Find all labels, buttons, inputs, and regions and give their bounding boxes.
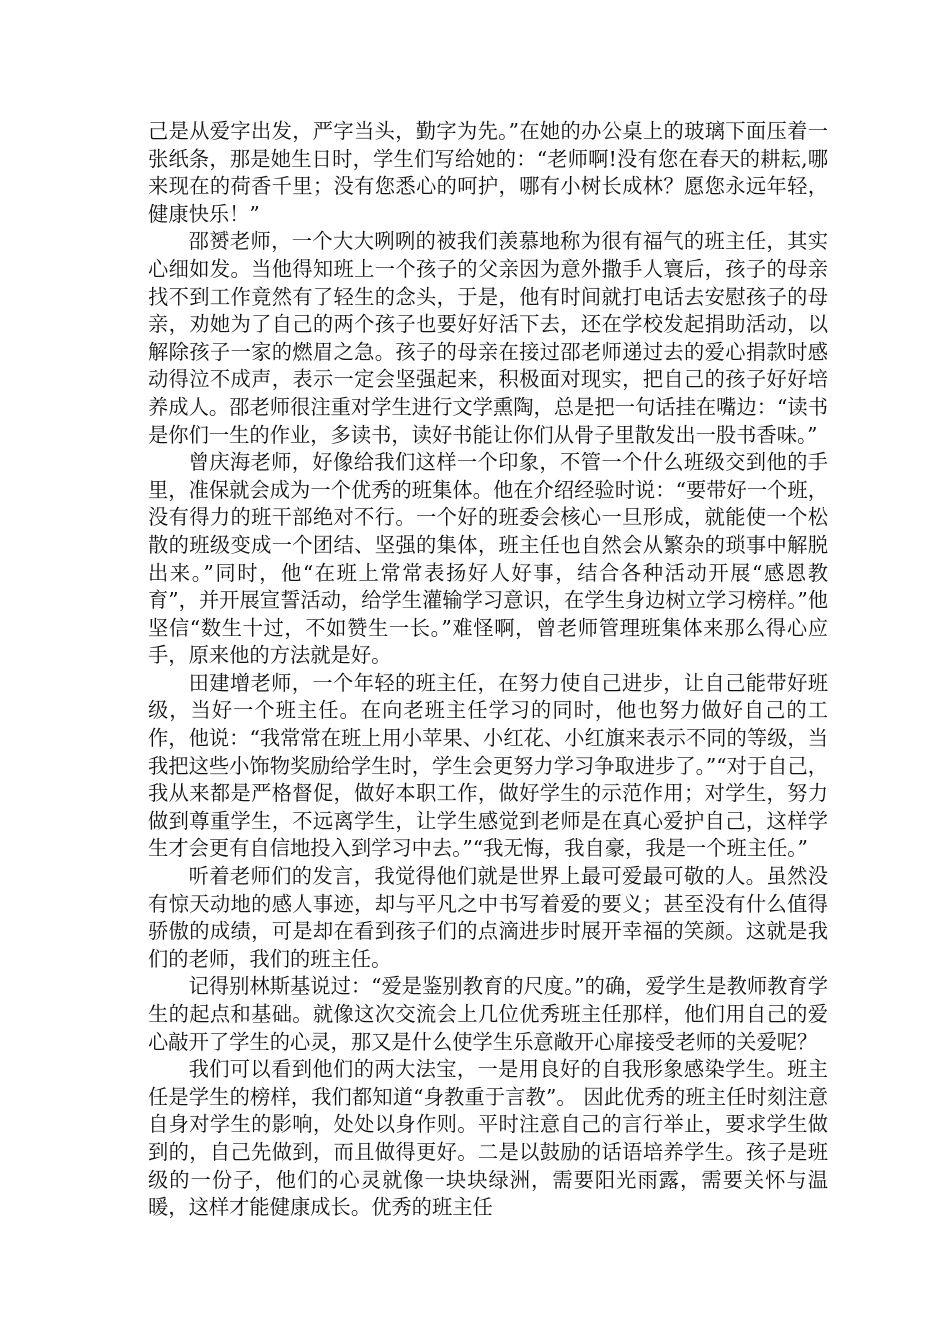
paragraph-6: 记得别林斯基说过：“爱是鉴别教育的尺度。”的确，爱学生是教师教育学生的起点和基础。就像这次交流会上几位优秀班主任那样，他们用自己的爱心敲开了学生的心灵，那又是什么使学生乐意敞开心扉接受老师的关爱呢？ [148,974,828,1054]
paragraph-3: 曾庆海老师，好像给我们这样一个印象，不管一个什么班级交到他的手里，准保就会成为一个优秀的班集体。他在介绍经验时说：“要带好一个班，没有得力的班干部绝对不行。一个好的班委会核心一旦形成，就能使一个松散的班级变成一个团结、坚强的集体，班主任也自然会从繁杂的琐事中解脱出来。”同时，他“在班上常常表扬好人好事，结合各种活动开展“感恩教育”，并开展宣誓活动，给学生灌输学习意识，在学生身边树立学习榜样。”他坚信“数生十过，不如赞生一长。”难怪啊，曾老师管理班集体来那么得心应手，原来他的方法就是好。 [148,450,828,668]
paragraph-7: 我们可以看到他们的两大法宝，一是用良好的自我形象感染学生。班主任是学生的榜样，我们都知道“身教重于言教”。 因此优秀的班主任时刻注意自身对学生的影响，处处以身作则。平时注意自己的言行举止，要求学生做到的，自己先做到，而且做得更好。二是以鼓励的话语培养学生。孩子是班级的一份子，他们的心灵就像一块块绿洲，需要阳光雨露，需要关怀与温暖，这样才能健康成长。优秀的班主任 [148,1057,828,1220]
paragraph-1: 己是从爱字出发，严字当头，勤字为先。”在她的办公桌上的玻璃下面压着一张纸条，那是她生日时，学生们写给她的：“老师啊!没有您在春天的耕耘,哪来现在的荷香千里；没有您悉心的呵护，哪有小树长成林？愿您永远年轻，健康快乐！” [148,119,828,226]
paragraph-2: 邵赟老师，一个大大咧咧的被我们羡慕地称为很有福气的班主任，其实心细如发。当他得知班上一个孩子的父亲因为意外撒手人寰后，孩子的母亲找不到工作竟然有了轻生的念头，于是，他有时间就打电话去安慰孩子的母亲，劝她为了自己的两个孩子也要好好活下去，还在学校发起捐助活动，以解除孩子一家的燃眉之急。孩子的母亲在接过邵老师递过去的爱心捐款时感动得泣不成声，表示一定会坚强起来，积极面对现实，把自己的孩子好好培养成人。邵老师很注重对学生进行文学熏陶，总是把一句话挂在嘴边：“读书是你们一生的作业，多读书，读好书能让你们从骨子里散发出一股书香味。” [148,229,828,447]
paragraph-5: 听着老师们的发言，我觉得他们就是世界上最可爱最可敬的人。虽然没有惊天动地的感人事迹，却与平凡之中书写着爱的要义；甚至没有什么值得骄傲的成绩，可是却在看到孩子们的点滴进步时展开幸福的笑颜。这就是我们的老师，我们的班主任。 [148,864,828,971]
document-page [148,118,828,1222]
paragraph-4: 田建增老师，一个年轻的班主任，在努力使自己进步，让自己能带好班级，当好一个班主任。在向老班主任学习的同时，他也努力做好自己的工作，他说：“我常常在班上用小苹果、小红花、小红旗来表示不同的等级，当我把这些小饰物奖励给学生时，学生会更努力学习争取进步了。”“对于自己，我从来都是严格督促，做好本职工作，做好学生的示范作用；对学生，努力做到尊重学生，不远离学生，让学生感觉到老师是在真心爱护自己，这样学生才会更有自信地投入到学习中去。”“我无悔，我自豪，我是一个班主任。” [148,670,828,861]
